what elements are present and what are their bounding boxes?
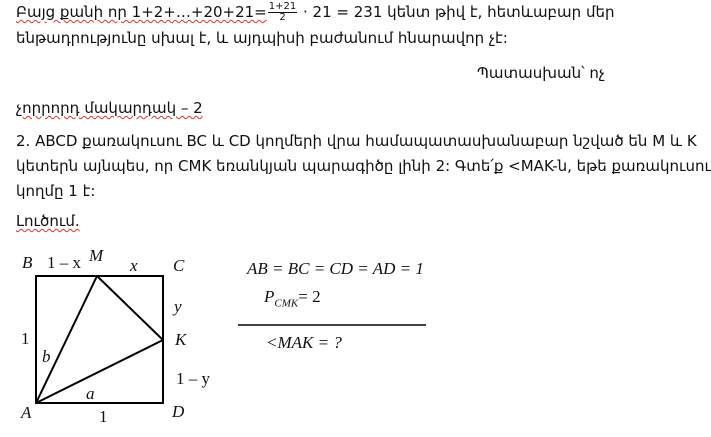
fraction — [268, 2, 297, 23]
segment-ak-label: a — [86, 384, 95, 403]
perimeter-subscript: CMK — [274, 297, 299, 310]
fraction-numerator: 1+21 — [268, 1, 297, 12]
intro-text-end: · 21 = 231 կենտ թիվ է, հետևաբար մեր — [303, 3, 615, 21]
segment-ak — [36, 340, 163, 403]
intro-line-1 — [16, 2, 614, 23]
vertex-b-label: B — [22, 253, 33, 272]
intro-text-start: Բայց քանի որ 1+2+…+20+21= — [16, 3, 267, 21]
geometry-figure — [0, 238, 633, 437]
vertex-k-label: K — [175, 330, 187, 349]
find-angle: <MAK = ? — [266, 333, 342, 352]
segment-mk — [97, 276, 163, 340]
fraction-denominator: 2 — [279, 12, 286, 23]
segment-ab-label: 1 — [21, 329, 30, 348]
vertex-d-label: D — [172, 402, 185, 421]
problem-line-2: կետերն այնպես, որ CMK եռանկյան պարագիծը լինի 2: Գտե՛ք <MAK-ն, եթե քառակուսու — [16, 157, 711, 175]
segment-ad-label: 1 — [99, 407, 108, 426]
answer-text: Պատասխան՝ ոչ — [476, 64, 605, 82]
segment-mc-label: x — [130, 256, 138, 275]
problem-line-1: 2. ABCD քառակուսու BC և CD կողմերի վրա համապատասխանաբար նշված են M և K — [16, 132, 697, 150]
perimeter-value: = 2 — [298, 287, 321, 306]
problem-line-3: կողմը 1 է: — [16, 182, 96, 200]
segment-am-label: b — [42, 347, 51, 366]
segment-kd-label: 1 – y — [176, 369, 210, 388]
vertex-m-label: M — [89, 246, 104, 265]
square-abcd — [36, 276, 163, 403]
intro-line-2: ենթադրությունը սխալ է, և այդպիսի բաժանում հնարավոր չէ: — [16, 29, 508, 47]
perimeter-symbol: P — [264, 287, 275, 306]
level-heading: չորրորդ մակարդակ – 2 — [16, 99, 203, 117]
vertex-c-label: C — [173, 256, 185, 275]
segment-ck-label: y — [174, 297, 182, 316]
given-equal-sides: AB = BC = CD = AD = 1 — [247, 259, 424, 278]
vertex-a-label: A — [21, 403, 32, 422]
segment-bm-label: 1 – x — [47, 253, 81, 272]
solution-label: Լուծում. — [16, 212, 80, 230]
given-perimeter — [264, 287, 321, 309]
